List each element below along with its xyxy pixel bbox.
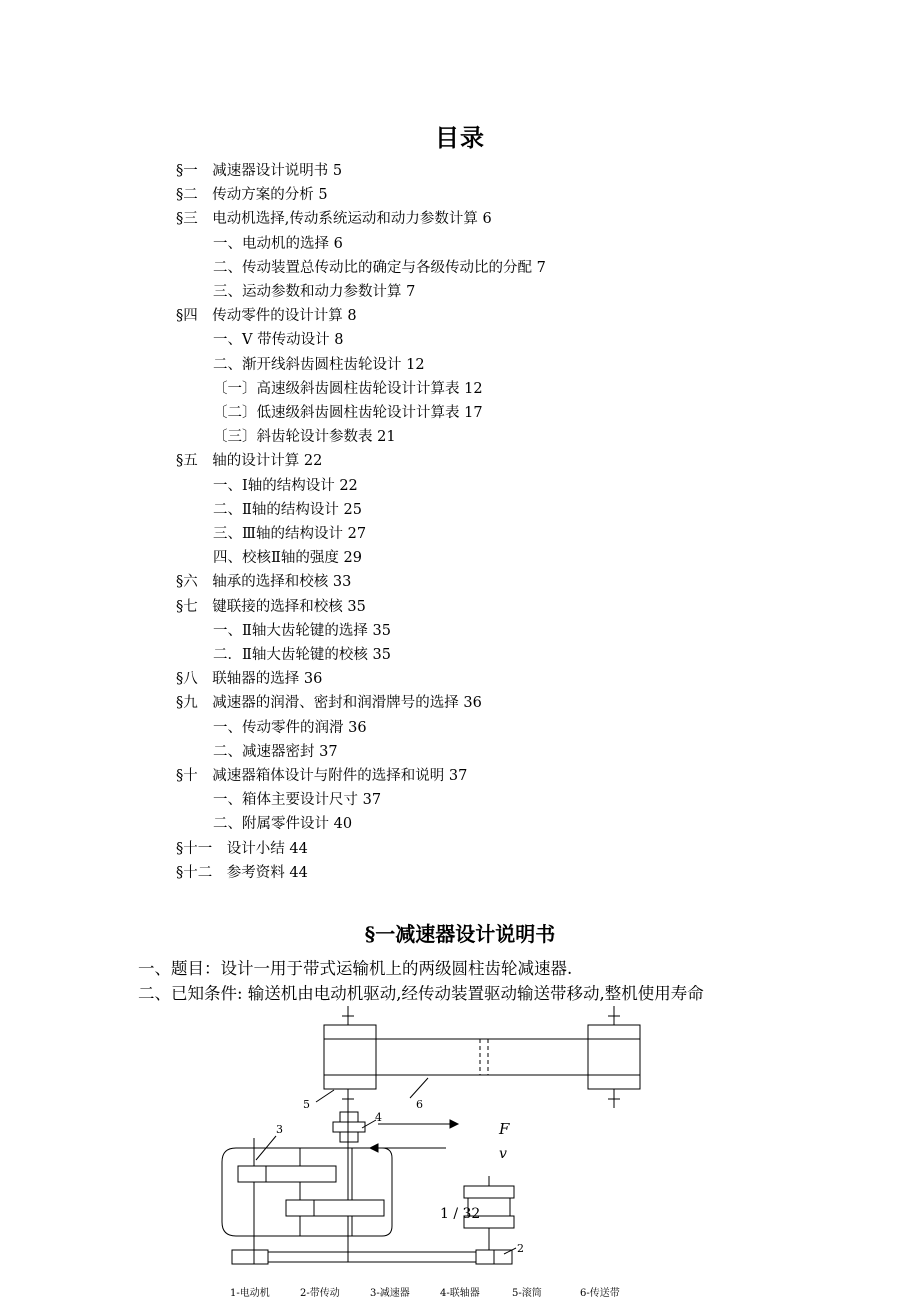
- toc-entry[interactable]: §十 减速器箱体设计与附件的选择和说明 37: [176, 768, 468, 784]
- legend-item: 5-滚筒: [512, 1288, 542, 1299]
- label-6: 6: [416, 1098, 423, 1111]
- toc-entry[interactable]: §二 传动方案的分析 5: [176, 187, 328, 204]
- gear-high-speed: [238, 1166, 336, 1182]
- toc-entry[interactable]: 一、传动零件的润滑 36: [213, 719, 367, 736]
- drum-left: [324, 1025, 376, 1089]
- toc-entry[interactable]: 四、校核Ⅱ轴的强度 29: [213, 550, 362, 567]
- toc-entry[interactable]: 一、箱体主要设计尺寸 37: [213, 792, 382, 809]
- label-3: 3: [276, 1123, 283, 1136]
- section-title: §一减速器设计说明书: [364, 922, 556, 946]
- toc-entry[interactable]: §十二 参考资料 44: [176, 864, 308, 881]
- belt-drive-left-pulley: [232, 1250, 268, 1264]
- toc-entry[interactable]: §九 减速器的润滑、密封和润滑牌号的选择 36: [176, 695, 482, 712]
- label-4: 4: [375, 1111, 382, 1124]
- legend-item: 6-传送带: [580, 1288, 620, 1299]
- label-5: 5: [303, 1098, 310, 1111]
- toc-entry[interactable]: §十一 设计小结 44: [176, 840, 308, 857]
- transmission-diagram: [0, 1000, 920, 1302]
- label-velocity: v: [499, 1146, 507, 1162]
- coupling: [340, 1112, 358, 1122]
- toc-entry[interactable]: §四 传动零件的设计计算 8: [176, 308, 357, 325]
- toc-entry[interactable]: 〔二〕低速级斜齿圆柱齿轮设计计算表 17: [213, 405, 483, 421]
- legend-item: 1-电动机: [230, 1288, 270, 1299]
- toc-entry[interactable]: §五 轴的设计计算 22: [176, 453, 323, 470]
- legend-item: 3-减速器: [370, 1288, 410, 1299]
- toc-entry[interactable]: 三、Ⅲ轴的结构设计 27: [213, 526, 367, 542]
- label-force: F: [499, 1120, 510, 1138]
- toc-title: 目录: [435, 123, 485, 152]
- toc-entry[interactable]: 一、V 带传动设计 8: [213, 332, 344, 349]
- toc-entry[interactable]: §三 电动机选择,传动系统运动和动力参数计算 6: [176, 211, 492, 228]
- legend-item: 4-联轴器: [440, 1288, 480, 1299]
- paragraph-conditions: 二、已知条件: 输送机由电动机驱动,经传动装置驱动输送带移动,整机使用寿命: [138, 984, 704, 1003]
- drum-right: [588, 1025, 640, 1089]
- toc-entry[interactable]: 二．Ⅱ轴大齿轮键的校核 35: [213, 647, 391, 663]
- toc-entry[interactable]: 二、Ⅱ轴的结构设计 25: [213, 501, 362, 518]
- gear-low-speed: [286, 1200, 384, 1216]
- reducer-housing: [222, 1148, 392, 1236]
- toc-entry[interactable]: §七 键联接的选择和校核 35: [176, 598, 366, 615]
- toc-entry[interactable]: 〔三〕斜齿轮设计参数表 21: [213, 429, 396, 446]
- toc-entry[interactable]: 二、减速器密封 37: [213, 743, 338, 760]
- toc-entry[interactable]: 一、电动机的选择 6: [213, 235, 343, 252]
- toc-entry[interactable]: §八 联轴器的选择 36: [176, 671, 323, 688]
- toc-entry[interactable]: §一 减速器设计说明书 5: [176, 163, 343, 179]
- motor: [464, 1186, 514, 1198]
- toc-entry[interactable]: 一、Ⅱ轴大齿轮键的选择 35: [213, 622, 391, 639]
- toc-entry[interactable]: 三、运动参数和动力参数计算 7: [213, 284, 416, 300]
- toc-entry[interactable]: 一、Ⅰ轴的结构设计 22: [213, 477, 358, 494]
- label-2: 2: [517, 1242, 524, 1255]
- toc-entry[interactable]: 二、附属零件设计 40: [213, 816, 353, 833]
- page-number: 1 / 32: [440, 1206, 481, 1222]
- toc-entry[interactable]: 〔一〕高速级斜齿圆柱齿轮设计计算表 12: [213, 380, 483, 397]
- toc-entry[interactable]: 二、传动装置总传动比的确定与各级传动比的分配 7: [213, 259, 546, 276]
- toc-entry[interactable]: §六 轴承的选择和校核 33: [176, 574, 352, 591]
- paragraph-topic: 一、题目：设计一用于带式运输机上的两级圆柱齿轮减速器.: [138, 959, 573, 978]
- toc-entry[interactable]: 二、渐开线斜齿圆柱齿轮设计 12: [213, 356, 425, 373]
- legend-item: 2-带传动: [300, 1288, 340, 1299]
